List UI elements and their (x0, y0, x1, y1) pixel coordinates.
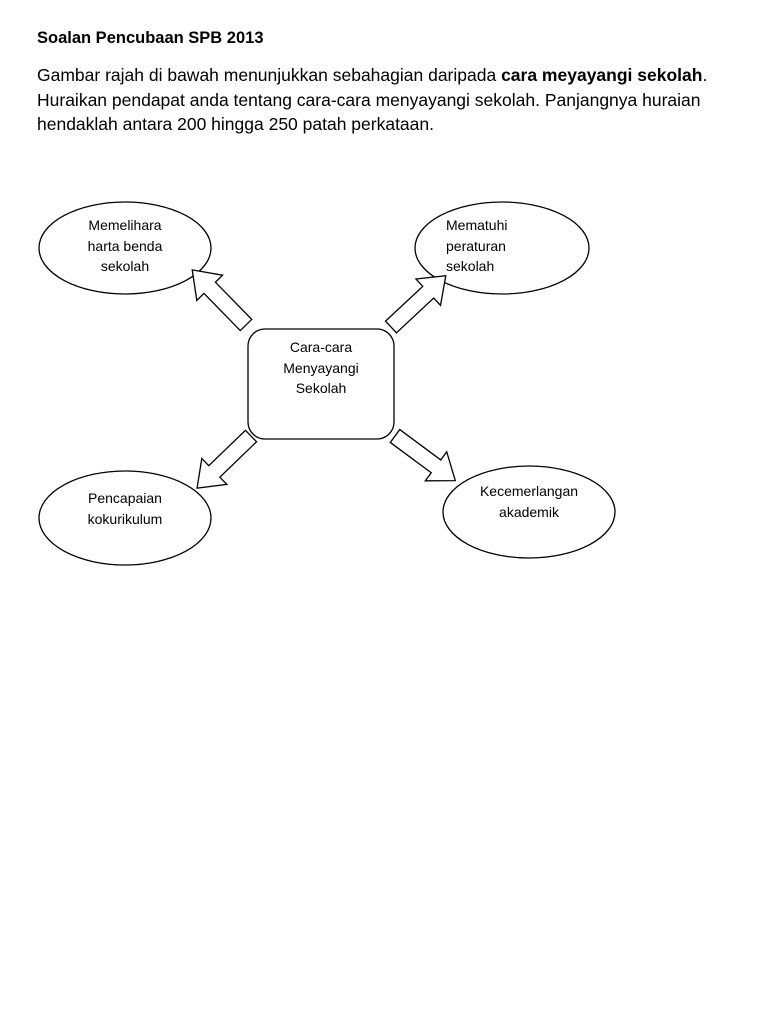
top-left-label-line: sekolah (100, 258, 150, 274)
center-label-line: Cara-cara (289, 339, 353, 355)
bottom-right-node-label (454, 481, 604, 522)
center-box-label (248, 337, 394, 399)
bottom-right-label-line: akademik (499, 503, 559, 520)
top-right-label-line: Mematuhi (446, 217, 508, 233)
top-left-node-label (55, 215, 195, 277)
instructions-text-2: . Huraikan pendapat anda tentang cara-cara menyayangi sekolah. Panjangnya huraian hendaklah antara 200 hingga 250 patah perkataan. (37, 65, 708, 134)
document-title: Soalan Pencubaan SPB 2013 (37, 29, 264, 47)
center-label-line: Sekolah (295, 380, 347, 396)
center-label-line: Menyayangi (283, 359, 359, 376)
top-left-label-line: harta benda (87, 237, 163, 254)
instructions-text-1: Gambar rajah di bawah menunjukkan sebahagian daripada (37, 65, 502, 85)
bottom-left-label-line: Pencapaian (88, 490, 162, 506)
bottom-left-node-label (55, 488, 195, 529)
top-right-node-label (446, 215, 566, 277)
arrow-to-bottom-left (185, 423, 264, 501)
instructions-bold-text: cara meyayangi sekolah (501, 65, 703, 85)
top-left-label-line: Memelihara (88, 217, 162, 233)
bottom-right-label-line: Kecemerlangan (479, 483, 579, 499)
top-right-label-line: peraturan (446, 237, 506, 254)
top-right-label-line: sekolah (446, 258, 495, 274)
bottom-left-label-line: kokurikulum (87, 510, 163, 527)
